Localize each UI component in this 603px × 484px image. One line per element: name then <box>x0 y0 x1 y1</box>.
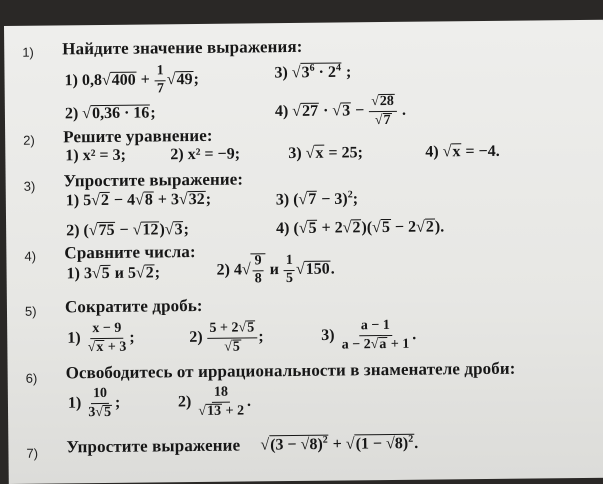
task-4-title: Сравните числа: <box>64 242 196 263</box>
task-5-item-1: 1) $\frac{x - 9}{√x + 3}$ ; <box>67 320 135 355</box>
task-3-item-3: 3) $(√7 - 3)^2$; <box>275 189 359 209</box>
worksheet <box>4 20 603 484</box>
task-3-item-2: 2) (√75 − √12)√3; <box>66 221 190 240</box>
task-2-item-2: 2) x² = −9; <box>170 145 241 164</box>
task-2-item-4: 4) √x = −4. <box>425 142 500 161</box>
task-5-item-2: 2) $\frac{5 + 2√5}{√5}$ ; <box>189 320 264 355</box>
task-1-number: 1) <box>22 44 34 60</box>
task-1-item-2: 2) √0,36 · 16; <box>64 104 156 123</box>
task-3-item-4: 4) (√5 + 2√2)(√5 − 2√2). <box>276 218 445 238</box>
task-7-number: 7) <box>26 445 39 461</box>
task-6-item-2: 2) $\frac{18}{√13 + 2}$ . <box>177 384 252 419</box>
task-2-number: 2) <box>23 132 35 148</box>
task-6-number: 6) <box>25 370 38 386</box>
task-7-title: Упростите выражение <box>66 435 241 457</box>
task-3-item-1: 1) 5√2 − 4√8 + 3√32; <box>65 190 212 210</box>
task-3-number: 3) <box>23 178 36 194</box>
task-4-item-2: 2) 4√ $\frac{9}{8}$ и $\frac{1}{5}$ √150. <box>216 252 335 287</box>
task-3-title: Упростите выражение: <box>63 169 244 191</box>
task-5-item-3: 3) $\frac{a - 1}{a - 2√a + 1}$ . <box>321 317 417 353</box>
task-7-expression: $√(3 - √8)^2 + √(1 - √8)^2$. <box>260 433 419 454</box>
task-2-item-1: 1) x² = 3; <box>65 146 127 165</box>
task-1-item-4: 4) √27 · √3 − $\frac{√28}{√7}$ . <box>274 93 407 128</box>
task-4-item-1: 1) 3√5 и 5√2; <box>66 264 161 283</box>
task-5-title: Сократите дробь: <box>64 295 203 317</box>
task-1-item-3: 3) $√3^6 \cdot 2^4$ ; <box>274 62 352 82</box>
task-5-number: 5) <box>24 303 37 319</box>
task-2-title: Решите уравнение: <box>63 125 213 147</box>
task-6-title: Освободитесь от иррациональности в знаменателе дроби: <box>65 358 516 383</box>
task-1-title: Найдите значение выражения: <box>62 36 303 59</box>
task-4-number: 4) <box>24 248 37 264</box>
task-2-item-3: 3) √x = 25; <box>288 144 363 163</box>
task-6-item-1: 1) $\frac{10}{3√5}$ ; <box>67 385 121 420</box>
task-1-item-1: 1) 0,8√400 + $\frac{1}{7}$ √49; <box>64 63 200 97</box>
